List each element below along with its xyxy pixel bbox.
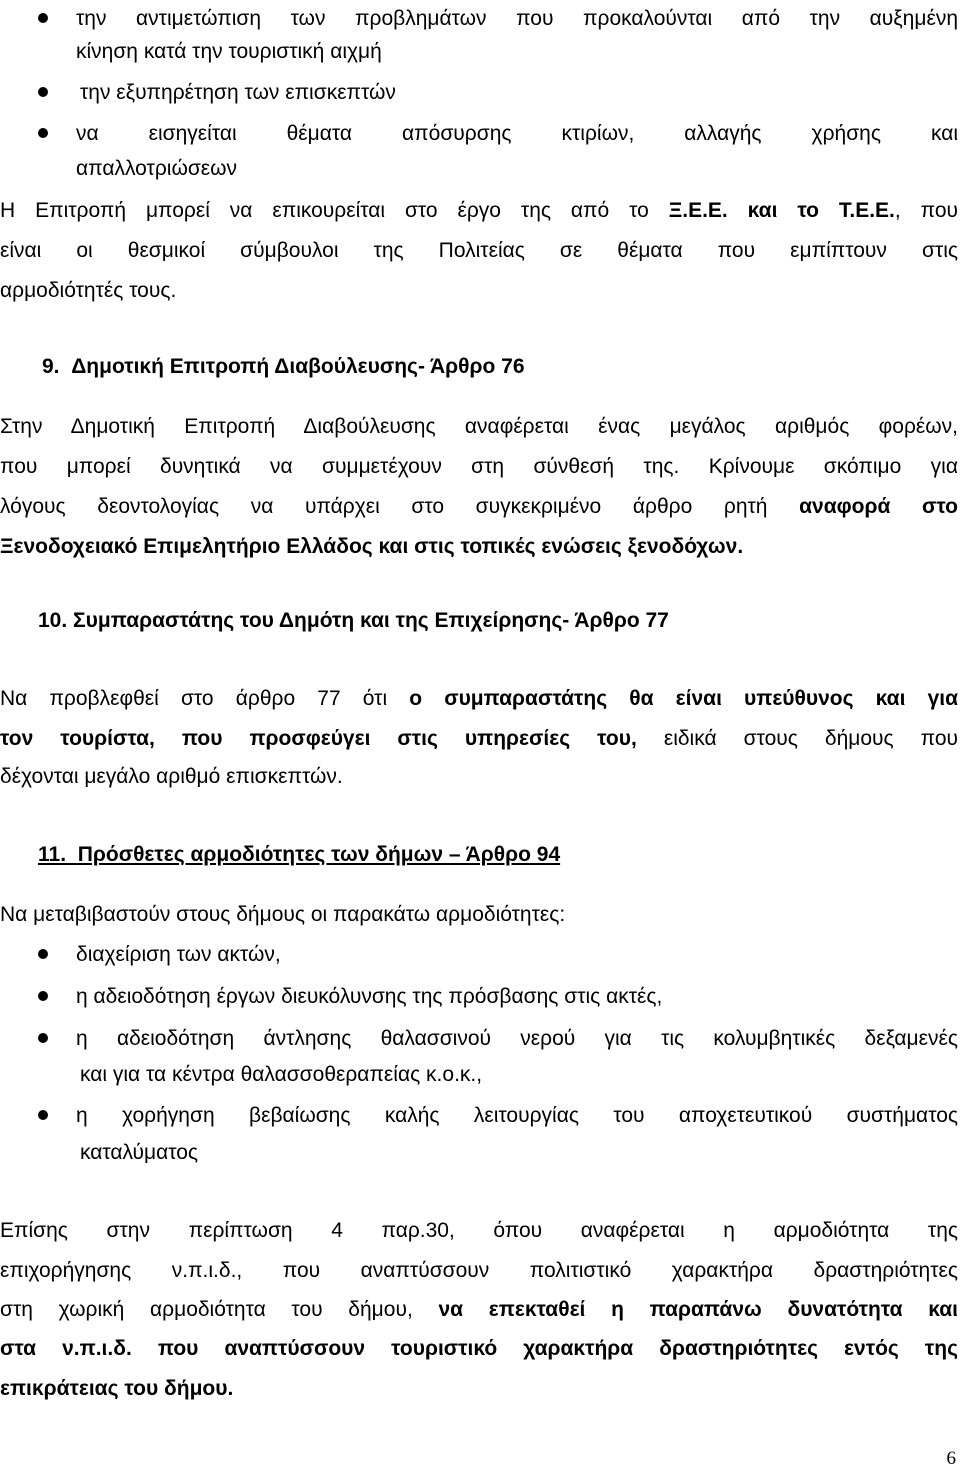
section-heading — [38, 606, 960, 636]
bullet-text: την αντιμετώπιση των προβλημάτων που προκαλούνται από την αυξημένη — [76, 7, 958, 30]
paragraph-line: που μπορεί δυνητικά να συμμετέχουν στη σύνθεσή της. Κρίνουμε σκόπιμο για — [0, 455, 958, 478]
section-title: Δημοτική Επιτροπή Διαβούλευσης- Άρθρο 76 — [71, 355, 525, 378]
bold-text: αναφορά στο — [799, 495, 958, 518]
bullet-icon — [38, 991, 48, 1001]
paragraph-line: δέχονται μεγάλο αριθμό επισκεπτών. — [0, 765, 343, 788]
paragraph-line: επιχορήγησης ν.π.ι.δ., που αναπτύσσουν πολιτιστικό χαρακτήρα δραστηριότητες — [0, 1259, 958, 1282]
paragraph-line: Στην Δημοτική Επιτροπή Διαβούλευσης αναφέρεται ένας μεγάλος αριθμός φορέων, — [0, 415, 958, 438]
bullet-icon — [38, 1110, 48, 1120]
paragraph-line: Να μεταβιβαστούν στους δήμους οι παρακάτω αρμοδιότητες: — [0, 903, 566, 926]
page-number: 6 — [946, 1448, 956, 1469]
text: λόγους δεοντολογίας να υπάρχει στο συγκεκριμένο άρθρο ρητή — [0, 495, 800, 518]
paragraph-line — [0, 724, 958, 754]
bullet-icon — [38, 128, 48, 138]
section-number: 11. — [38, 843, 67, 866]
bullet-text-cont: απαλλοτριώσεων — [76, 157, 238, 180]
bullet-icon — [38, 87, 48, 97]
bullet-text-cont: καταλύματος — [80, 1141, 199, 1164]
section-heading — [42, 352, 960, 382]
paragraph-line: είναι οι θεσμικοί σύμβουλοι της Πολιτείας σε θέματα που εμπίπτουν στις — [0, 239, 958, 262]
text: ειδικά στους δήμους που — [636, 727, 958, 750]
text: Η Επιτροπή μπορεί να επικουρείται στο έργο της από το — [0, 199, 669, 222]
bold-text: ο συμπαραστάτης θα είναι υπεύθυνος και για — [409, 687, 958, 710]
text: , που — [894, 199, 959, 222]
bold-text: τον τουρίστα, που προσφεύγει στις υπηρεσίες του, — [0, 727, 637, 750]
paragraph-line: στα ν.π.ι.δ. που αναπτύσσουν τουριστικό χαρακτήρα δραστηριότητες εντός της — [0, 1337, 958, 1360]
section-number: 9. — [42, 355, 60, 378]
bullet-text: την εξυπηρέτηση των επισκεπτών — [80, 81, 396, 104]
bullet-text-cont: κίνηση κατά την τουριστική αιχμή — [76, 40, 382, 63]
bullet-text: διαχείριση των ακτών, — [76, 943, 281, 966]
paragraph-line: Ξενοδοχειακό Επιμελητήριο Ελλάδος και στις τοπικές ενώσεις ξενοδόχων. — [0, 535, 744, 558]
bullet-text: η χορήγηση βεβαίωσης καλής λειτουργίας του αποχετευτικού συστήματος — [76, 1104, 958, 1127]
text: Να προβλεφθεί στο άρθρο 77 ότι — [0, 687, 410, 710]
paragraph-line: επικράτειας του δήμου. — [0, 1377, 234, 1400]
bullet-text: η αδειοδότηση έργων διευκόλυνσης της πρόσβασης στις ακτές, — [76, 985, 663, 1008]
text: στη χωρική αρμοδιότητα του δήμου, — [0, 1298, 439, 1321]
section-title: Πρόσθετες αρμοδιότητες των δήμων – Άρθρο 94 — [77, 843, 561, 866]
bullet-icon — [38, 13, 48, 23]
section-heading — [38, 840, 960, 870]
bullet-text: η αδειοδότηση άντλησης θαλασσινού νερού για τις κολυμβητικές δεξαμενές — [76, 1027, 958, 1050]
section-number: 10. — [38, 609, 68, 632]
paragraph-line — [0, 196, 958, 226]
bold-text: Ξ.Ε.Ε. και το Τ.Ε.Ε. — [668, 199, 895, 222]
bullet-icon — [38, 1033, 48, 1043]
paragraph-line — [0, 1295, 958, 1325]
bullet-text-cont: και για τα κέντρα θαλασσοθεραπείας κ.ο.κ., — [80, 1063, 483, 1086]
paragraph-line — [0, 684, 958, 714]
bullet-text: να εισηγείται θέματα απόσυρσης κτιρίων, αλλαγής χρήσης και — [76, 122, 958, 145]
section-title: Συμπαραστάτης του Δημότη και της Επιχείρησης- Άρθρο 77 — [73, 609, 669, 632]
bold-text: να επεκταθεί η παραπάνω δυνατότητα και — [438, 1298, 958, 1321]
paragraph-line: Επίσης στην περίπτωση 4 παρ.30, όπου αναφέρεται η αρμοδιότητα της — [0, 1219, 958, 1242]
paragraph-line — [0, 492, 958, 522]
bullet-icon — [38, 949, 48, 959]
paragraph-line: αρμοδιότητές τους. — [0, 279, 177, 302]
